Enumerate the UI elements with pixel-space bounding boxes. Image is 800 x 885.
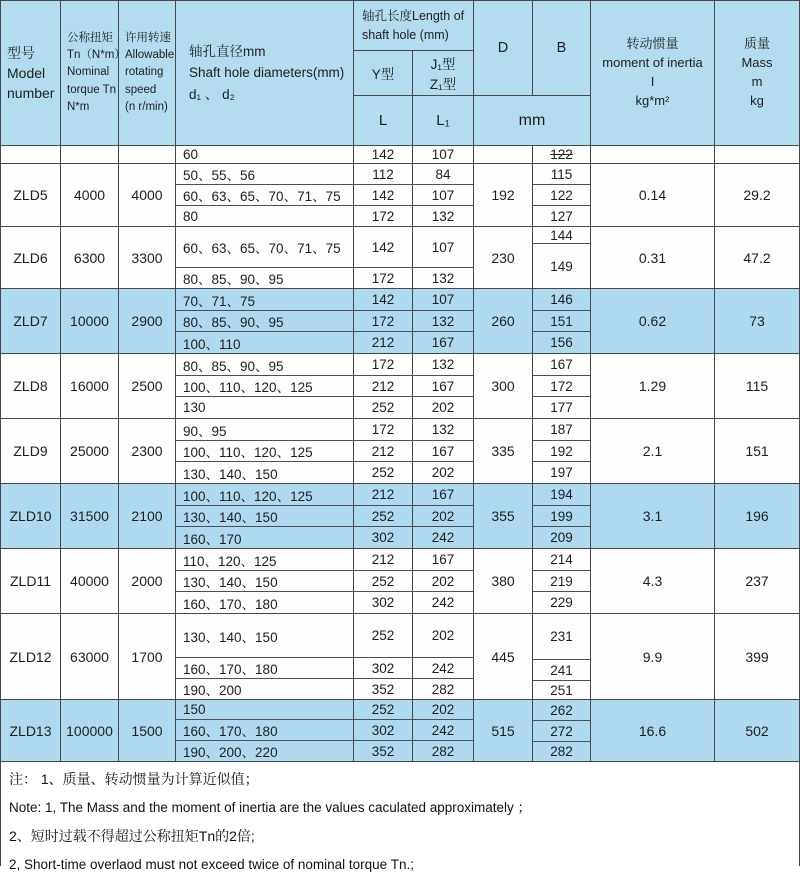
L-cell: 252 — [354, 614, 413, 657]
L1-cell: 132 — [413, 311, 474, 331]
inertia-cell: 9.9 — [591, 614, 715, 699]
speed-cell: 3300 — [119, 227, 176, 288]
shaft-diameters-cell: 190、200、220 — [176, 741, 354, 761]
torque-cell: 25000 — [61, 419, 119, 483]
L-cell: 212 — [354, 549, 413, 570]
B-cell: 146 — [533, 289, 590, 311]
note-line: 2, Short-time overlaod must not exceed twice of nominal torque Tn.; — [9, 856, 414, 872]
header-shaft-hole-length-group — [354, 1, 474, 145]
shaft-sub-row — [176, 571, 474, 592]
B-cell: 199 — [533, 506, 590, 527]
shaft-hole-group — [176, 227, 474, 288]
header-L: L — [354, 96, 413, 145]
L1-cell: 132 — [413, 354, 474, 375]
L1-cell: 202 — [413, 397, 474, 418]
shaft-diameters-cell: 80、85、90、95 — [176, 311, 354, 331]
header-d-b — [474, 1, 590, 96]
shaft-diameters-cell: 150 — [176, 700, 354, 719]
L-cell: 252 — [354, 506, 413, 526]
shaft-diameters-cell: 80、85、90、95 — [176, 354, 354, 375]
L-cell: 212 — [354, 332, 413, 353]
L1-cell: 84 — [413, 164, 474, 184]
shaft-diameters-cell: 130 — [176, 397, 354, 418]
torque-cell: 6300 — [61, 227, 119, 288]
inertia-cell: 2.1 — [591, 419, 715, 483]
note-line: 注： 1、质量、转动惯量为计算近似值； — [9, 771, 259, 787]
header-jz-type: J₁型 Z₁型 — [429, 57, 457, 92]
L1-cell: 107 — [413, 227, 474, 267]
torque-cell: 100000 — [61, 700, 119, 761]
L-cell: 172 — [354, 311, 413, 331]
mass-cell: 73 — [749, 313, 765, 329]
shaft-hole-group — [176, 164, 474, 226]
header-y-type: Y型 — [354, 51, 413, 95]
L-cell: 172 — [354, 419, 413, 440]
inertia-cell: 3.1 — [591, 484, 715, 548]
B-group — [533, 354, 591, 418]
shaft-diameters-cell: 100、110、120、125 — [176, 484, 354, 505]
L-cell: 252 — [354, 700, 413, 719]
L1-cell: 282 — [413, 679, 474, 699]
D-cell: 230 — [474, 227, 533, 288]
shaft-sub-row — [176, 614, 474, 658]
L1-cell: 167 — [413, 376, 474, 396]
L1-cell: 167 — [413, 441, 474, 461]
shaft-diameters-cell: 100、110、120、125 — [176, 376, 354, 396]
header-L1: L₁ — [436, 112, 450, 129]
L1-cell: 202 — [413, 462, 474, 483]
model-cell: ZLD12 — [1, 614, 61, 699]
table-body — [1, 146, 799, 762]
B-group — [533, 549, 591, 613]
shaft-sub-row — [176, 549, 474, 571]
shaft-diameters-cell: 60、63、65、70、71、75 — [176, 185, 354, 205]
L1-cell: 107 — [413, 146, 474, 163]
B-group — [533, 227, 591, 288]
mass-cell: 115 — [745, 378, 769, 394]
inertia-cell: 16.6 — [591, 700, 715, 761]
speed-cell — [119, 146, 176, 163]
shaft-sub-row — [176, 484, 474, 506]
L1-cell: 167 — [413, 549, 474, 570]
inertia-cell: 0.14 — [591, 164, 715, 226]
model-cell: ZLD10 — [1, 484, 61, 548]
shaft-sub-row — [176, 741, 474, 761]
shaft-diameters-cell: 100、110 — [176, 332, 354, 353]
speed-cell: 2000 — [119, 549, 176, 613]
shaft-sub-row — [176, 700, 474, 720]
shaft-diameters-cell: 190、200 — [176, 679, 354, 699]
shaft-diameters-cell: 60 — [176, 146, 354, 163]
shaft-sub-row — [176, 679, 474, 699]
D-cell: 260 — [474, 289, 533, 353]
D-cell: 300 — [474, 354, 533, 418]
header-speed: 许用转速 Allowable rotating speed (n r/min) — [119, 1, 176, 145]
shaft-sub-row — [176, 311, 474, 332]
partial-row — [1, 146, 799, 164]
notes-section — [1, 762, 799, 885]
shaft-hole-group — [176, 484, 474, 548]
model-cell: ZLD11 — [1, 549, 61, 613]
header-inertia: 转动惯量 moment of inertia I kg*m² — [591, 1, 715, 145]
inertia-cell: 0.62 — [591, 289, 715, 353]
torque-cell: 63000 — [61, 614, 119, 699]
shaft-sub-row — [176, 268, 474, 288]
table-row — [1, 419, 799, 484]
shaft-hole-group — [176, 354, 474, 418]
shaft-sub-row — [176, 376, 474, 397]
shaft-sub-row — [176, 185, 474, 206]
L-cell: 142 — [354, 289, 413, 310]
L-cell: 172 — [354, 206, 413, 226]
shaft-sub-row — [176, 289, 474, 311]
B-cell: 231 — [533, 614, 590, 660]
L1-cell: 107 — [413, 289, 474, 310]
L-cell: 212 — [354, 376, 413, 396]
model-cell: ZLD5 — [1, 164, 61, 226]
D-cell: 355 — [474, 484, 533, 548]
L1-cell: 132 — [413, 268, 474, 288]
mass-cell: 237 — [745, 573, 769, 589]
D-cell: 515 — [474, 700, 533, 761]
speed-cell: 2300 — [119, 419, 176, 483]
shaft-diameters-cell: 110、120、125 — [176, 549, 354, 570]
shaft-diameters-cell: 100、110、120、125 — [176, 441, 354, 461]
L1-cell: 107 — [413, 185, 474, 205]
B-cell: 127 — [550, 208, 573, 224]
table-row — [1, 164, 799, 227]
header-D: D — [474, 1, 533, 95]
inertia-cell: 4.3 — [591, 549, 715, 613]
B-cell: 262 — [533, 700, 590, 721]
L-cell: 142 — [354, 146, 413, 163]
model-cell: ZLD6 — [1, 227, 61, 288]
shaft-sub-row — [176, 397, 474, 418]
speed-cell: 1700 — [119, 614, 176, 699]
table-header — [1, 1, 799, 146]
shaft-sub-row — [176, 419, 474, 441]
table-row — [1, 227, 799, 289]
inertia-cell — [591, 146, 715, 163]
L1-cell: 132 — [413, 206, 474, 226]
shaft-sub-row — [176, 506, 474, 527]
B-cell: 197 — [550, 465, 573, 480]
header-mass: 质量 Mass m kg — [741, 36, 773, 108]
B-group — [533, 419, 591, 483]
model-cell: ZLD9 — [1, 419, 61, 483]
header-hole-types — [354, 51, 473, 96]
shaft-sub-row — [176, 164, 474, 185]
shaft-sub-row — [176, 720, 474, 741]
header-B: B — [556, 40, 567, 56]
shaft-diameters-cell: 160、170、180 — [176, 658, 354, 678]
speed-cell: 4000 — [119, 164, 176, 226]
D-cell: 335 — [474, 419, 533, 483]
B-group — [533, 484, 591, 548]
torque-cell: 4000 — [61, 164, 119, 226]
shaft-sub-row — [176, 146, 474, 163]
B-cell: 172 — [533, 376, 590, 397]
shaft-diameters-cell: 130、140、150 — [176, 571, 354, 591]
shaft-hole-group — [176, 419, 474, 483]
shaft-diameters-cell: 130、140、150 — [176, 614, 354, 657]
torque-cell: 31500 — [61, 484, 119, 548]
B-cell: 192 — [533, 441, 590, 462]
header-model: 型号 Model number — [1, 1, 61, 145]
L1-cell: 242 — [413, 720, 474, 740]
D-cell — [474, 146, 533, 163]
shaft-sub-row — [176, 527, 474, 548]
L1-cell: 242 — [413, 658, 474, 678]
L-cell: 212 — [354, 441, 413, 461]
header-length-label: 轴孔长度Length of shaft hole (mm) — [354, 1, 473, 51]
L1-cell: 202 — [413, 614, 474, 657]
B-cell: 194 — [533, 484, 590, 506]
speed-cell: 1500 — [119, 700, 176, 761]
mass-cell: 29.2 — [743, 187, 771, 203]
mass-cell: 196 — [745, 508, 769, 524]
shaft-hole-group — [176, 549, 474, 613]
L1-cell: 167 — [413, 332, 474, 353]
B-cell: 149 — [550, 258, 573, 274]
table-row — [1, 484, 799, 549]
L-cell: 172 — [354, 354, 413, 375]
B-cell: 209 — [550, 530, 573, 545]
header-torque: 公称扭矩 Tn（N*m） Nominal torque Tn N*m — [61, 1, 119, 145]
L1-cell: 242 — [413, 592, 474, 613]
note-line: 2、短时过载不得超过公称扭矩Tn的2倍; — [9, 827, 255, 844]
shaft-diameters-cell: 130、140、150 — [176, 506, 354, 526]
L1-cell: 202 — [413, 571, 474, 591]
L-cell: 142 — [354, 185, 413, 205]
L-cell: 302 — [354, 527, 413, 548]
speed-cell: 2500 — [119, 354, 176, 418]
shaft-sub-row — [176, 227, 474, 268]
table-row — [1, 549, 799, 614]
B-cell: 115 — [533, 164, 590, 185]
shaft-sub-row — [176, 462, 474, 483]
L1-cell: 167 — [413, 484, 474, 505]
B-cell: 122 — [533, 185, 590, 206]
shaft-sub-row — [176, 206, 474, 226]
table-row — [1, 700, 799, 762]
B-cell: 144 — [533, 227, 590, 244]
B-cell: 122 — [550, 147, 573, 162]
B-cell: 251 — [550, 682, 573, 698]
B-cell: 156 — [550, 335, 573, 350]
L1-cell: 242 — [413, 527, 474, 548]
L-cell: 302 — [354, 720, 413, 740]
shaft-diameters-cell: 90、95 — [176, 419, 354, 440]
torque-cell: 40000 — [61, 549, 119, 613]
B-group — [533, 164, 591, 226]
L-cell: 252 — [354, 571, 413, 591]
L1-cell: 202 — [413, 506, 474, 526]
B-cell: 187 — [533, 419, 590, 441]
shaft-sub-row — [176, 332, 474, 353]
header-mm-unit: mm — [518, 111, 546, 129]
shaft-hole-group — [176, 700, 474, 761]
shaft-hole-group — [176, 146, 474, 163]
B-cell: 219 — [533, 571, 590, 592]
B-cell: 282 — [550, 744, 573, 759]
L-cell: 112 — [354, 164, 413, 184]
L-cell: 212 — [354, 484, 413, 505]
L1-cell: 282 — [413, 741, 474, 761]
B-cell: 177 — [550, 400, 573, 415]
mass-cell: 151 — [745, 443, 769, 459]
mass-cell: 47.2 — [743, 249, 771, 266]
L-cell: 252 — [354, 462, 413, 483]
inertia-cell: 0.31 — [591, 227, 715, 288]
inertia-cell: 1.29 — [591, 354, 715, 418]
shaft-hole-group — [176, 614, 474, 699]
B-group — [533, 614, 591, 699]
shaft-sub-row — [176, 441, 474, 462]
speed-cell: 2900 — [119, 289, 176, 353]
L-cell: 172 — [354, 268, 413, 288]
header-length-symbols — [354, 96, 473, 145]
model-cell: ZLD13 — [1, 700, 61, 761]
B-group — [533, 700, 591, 761]
L-cell: 352 — [354, 679, 413, 699]
shaft-diameters-cell: 130、140、150 — [176, 462, 354, 483]
model-cell — [1, 146, 61, 163]
torque-cell: 16000 — [61, 354, 119, 418]
speed-cell: 2100 — [119, 484, 176, 548]
D-cell: 445 — [474, 614, 533, 699]
D-cell: 380 — [474, 549, 533, 613]
B-cell: 214 — [533, 549, 590, 571]
torque-cell: 10000 — [61, 289, 119, 353]
B-cell: 167 — [533, 354, 590, 376]
shaft-diameters-cell: 160、170 — [176, 527, 354, 548]
B-cell: 229 — [550, 595, 573, 610]
B-cell: 272 — [533, 721, 590, 742]
shaft-hole-group — [176, 289, 474, 353]
L-cell: 302 — [354, 592, 413, 613]
model-cell: ZLD8 — [1, 354, 61, 418]
D-cell: 192 — [474, 164, 533, 226]
header-d-b-group — [474, 1, 591, 145]
L-cell: 352 — [354, 741, 413, 761]
shaft-diameters-cell: 60、63、65、70、71、75 — [176, 227, 354, 267]
note-line: Note: 1, The Mass and the moment of inertia are the values caculated approximately ； — [9, 799, 532, 815]
mass-cell: 502 — [745, 722, 769, 739]
B-group — [533, 289, 591, 353]
shaft-sub-row — [176, 592, 474, 613]
shaft-diameters-cell: 80 — [176, 206, 354, 226]
shaft-diameters-cell: 160、170、180 — [176, 592, 354, 613]
shaft-sub-row — [176, 658, 474, 679]
L1-cell: 202 — [413, 700, 474, 719]
shaft-diameters-cell: 70、71、75 — [176, 289, 354, 310]
table-row — [1, 354, 799, 419]
shaft-diameters-cell: 50、55、56 — [176, 164, 354, 184]
torque-cell — [61, 146, 119, 163]
shaft-sub-row — [176, 354, 474, 376]
table-row — [1, 614, 799, 700]
L-cell: 252 — [354, 397, 413, 418]
B-cell: 151 — [533, 311, 590, 332]
shaft-diameters-cell: 80、85、90、95 — [176, 268, 354, 288]
L-cell: 142 — [354, 227, 413, 267]
mass-cell: 399 — [745, 648, 769, 665]
B-group — [533, 146, 591, 163]
mass-cell — [715, 146, 799, 163]
header-shaft-diameters: 轴孔直径mm Shaft hole diameters(mm) d₁ 、 d₂ — [176, 1, 354, 145]
model-cell: ZLD7 — [1, 289, 61, 353]
B-cell: 241 — [533, 660, 590, 681]
table-row — [1, 289, 799, 354]
L-cell: 302 — [354, 658, 413, 678]
L1-cell: 132 — [413, 419, 474, 440]
shaft-diameters-cell: 160、170、180 — [176, 720, 354, 740]
